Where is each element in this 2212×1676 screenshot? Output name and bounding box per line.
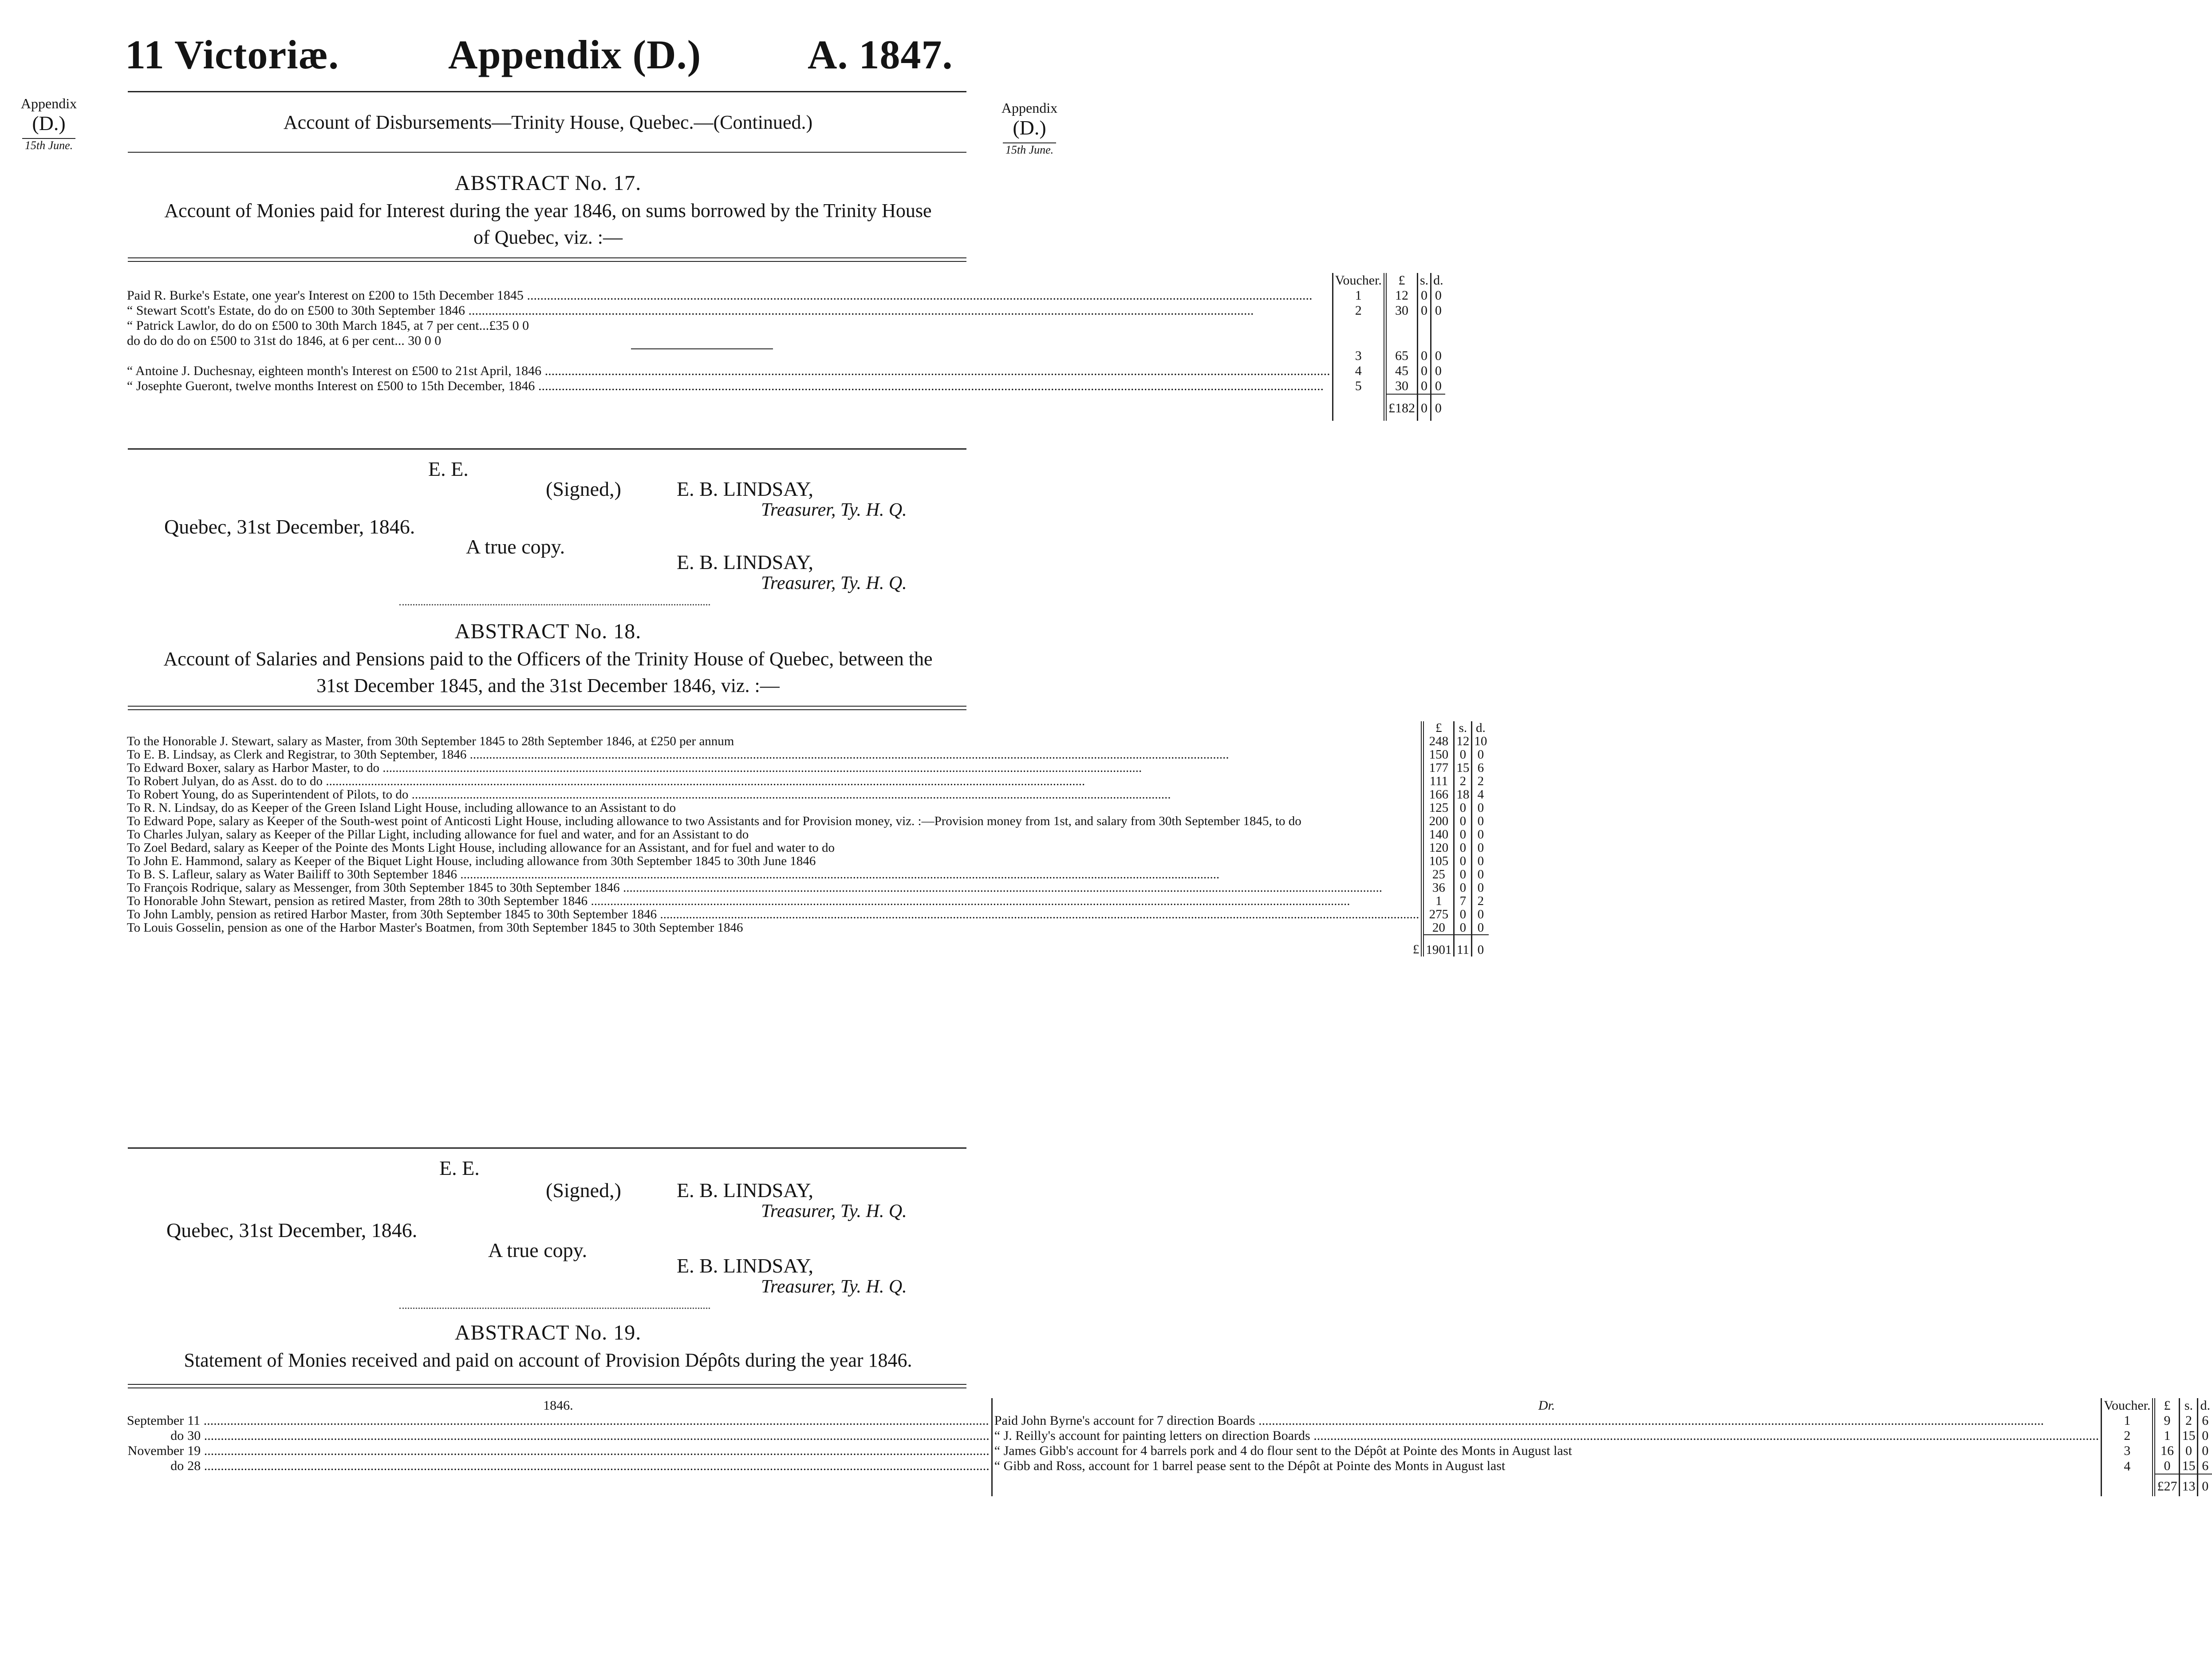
row-voucher (1333, 318, 1385, 333)
row-pounds: 30 (1385, 379, 1417, 394)
row-pounds: 20 (1423, 921, 1454, 935)
row-shillings: 2 (1454, 775, 1472, 788)
row-pence: 0 (1472, 814, 1489, 828)
abstract-19-top-rule (128, 1384, 966, 1388)
row-pence: 0 (2198, 1443, 2212, 1459)
abstract-17-top-rule (128, 257, 966, 262)
row-pounds: 120 (1423, 841, 1454, 854)
row-pence: 0 (1472, 921, 1489, 935)
row-shillings: 15 (2180, 1459, 2198, 1474)
row-pence: 4 (1472, 788, 1489, 801)
table-total-row (125, 935, 1489, 957)
header-pence: d. (1431, 273, 1445, 288)
total-shillings: 11 (1454, 935, 1472, 957)
abstract-17-table (125, 273, 1445, 421)
row-pounds: 30 (1385, 303, 1417, 318)
table-row (125, 841, 1489, 854)
row-shillings: 2 (2180, 1413, 2198, 1428)
total-shillings: 13 (2180, 1474, 2198, 1496)
header-appendix: Appendix (D.) (448, 32, 702, 77)
row-text: To Honorable John Stewart, pension as retired Master, from 28th to 30th September 1846 ..... (125, 894, 1423, 908)
header-year: 1846. (543, 1398, 573, 1413)
row-pence: 6 (2198, 1413, 2212, 1428)
row-day: 11 ..... (185, 1413, 992, 1428)
row-shillings: 0 (1454, 814, 1472, 828)
row-text: To B. S. Lafleur, salary as Water Bailiff to 30th September 1846 ..... (125, 868, 1423, 881)
margin-right-line1: Appendix (1001, 100, 1058, 116)
row-shillings: 12 (1454, 735, 1472, 748)
header-rule (128, 91, 966, 92)
row-month: September (127, 1413, 184, 1428)
sig17-role1: Treasurer, Ty. H. Q. (761, 500, 907, 520)
row-shillings: 0 (2180, 1443, 2198, 1459)
margin-left-line3: 15th June. (22, 138, 75, 152)
total-pence: 0 (1431, 394, 1445, 421)
total-pence: 0 (1472, 935, 1489, 957)
table-row (125, 775, 1489, 788)
margin-left-line2: (D.) (32, 111, 66, 134)
header-dr: Dr. (992, 1398, 2101, 1413)
row-shillings (1417, 333, 1431, 348)
sig18-name2: E. B. LINDSAY, (677, 1254, 814, 1277)
sig18-role2: Treasurer, Ty. H. Q. (761, 1277, 907, 1297)
row-pounds: 177 (1423, 761, 1454, 775)
row-shillings: 7 (1454, 894, 1472, 908)
table-row (125, 288, 1445, 303)
table-row (125, 814, 1489, 828)
row-pounds: 111 (1423, 775, 1454, 788)
row-voucher: 4 (2102, 1459, 2154, 1474)
row-pence: 0 (1472, 868, 1489, 881)
row-pounds: 12 (1385, 288, 1417, 303)
table-total-row (125, 1474, 2212, 1496)
row-text: “ Gibb and Ross, account for 1 barrel pease sent to the Dépôt at Pointe des Monts in August last (992, 1459, 2101, 1474)
abstract-19-description: Statement of Monies received and paid on account of Provision Dépôts during the year 1846. (184, 1349, 912, 1371)
total-currency: £ (1412, 942, 1419, 957)
sig17-name1: E. B. LINDSAY, (677, 478, 814, 500)
margin-label-left (9, 95, 89, 152)
abstract-18-table (125, 721, 1489, 957)
row-text: To Charles Julyan, salary as Keeper of the Pillar Light, including allowance for fuel and water, and for an Assistant to do (127, 827, 749, 842)
table-row (125, 303, 1445, 318)
row-pence: 0 (1472, 748, 1489, 761)
row-pence: 0 (1472, 828, 1489, 841)
row-pounds: 105 (1423, 854, 1454, 868)
table-row (125, 364, 1445, 379)
sig18-ee: E. E. (439, 1157, 480, 1179)
row-text: “ James Gibb's account for 4 barrels pork and 4 do flour sent to the Dépôt at Pointe des Monts in August last (992, 1443, 2101, 1459)
row-pounds: 0 (2154, 1459, 2180, 1474)
row-shillings: 0 (1454, 881, 1472, 894)
sig17-role2: Treasurer, Ty. H. Q. (761, 573, 907, 593)
row-text: Paid R. Burke's Estate, one year's Interest on £200 to 15th December 1845 ..... (125, 288, 1333, 303)
table-row (125, 1443, 2212, 1459)
row-pence: 6 (2198, 1459, 2212, 1474)
row-voucher: 3 (1333, 348, 1385, 364)
abstract-17-desc-line1: Account of Monies paid for Interest during the year 1846, on sums borrowed by the Trinity House (164, 200, 932, 221)
row-pounds: 1 (2154, 1428, 2180, 1443)
table-row (125, 1459, 2212, 1474)
row-month: do (170, 1428, 184, 1443)
row-shillings: 0 (1417, 364, 1431, 379)
row-shillings: 0 (1454, 921, 1472, 935)
row-pounds: 36 (1423, 881, 1454, 894)
row-shillings: 0 (1454, 908, 1472, 921)
abstract-18-title: ABSTRACT No. 18. (454, 620, 642, 643)
table-row (125, 379, 1445, 394)
table-row (125, 318, 1445, 333)
row-pence: 2 (1472, 894, 1489, 908)
row-voucher: 2 (1333, 303, 1385, 318)
abstract-19-title: ABSTRACT No. 19. (454, 1321, 642, 1344)
row-text: Paid John Byrne's account for 7 direction Boards ..... (992, 1413, 2101, 1428)
header-pounds: £ (1423, 721, 1454, 735)
total-shillings: 0 (1417, 394, 1431, 421)
table-row (125, 921, 1489, 935)
header-voucher: Voucher. (2102, 1398, 2154, 1413)
row-pounds: 140 (1423, 828, 1454, 841)
row-day: 19 ..... (185, 1443, 992, 1459)
total-pounds: 1901 (1423, 935, 1454, 957)
row-text: To Robert Young, do as Superintendent of Pilots, to do ..... (125, 788, 1423, 801)
row-pence: 10 (1472, 735, 1489, 748)
table-row (125, 735, 1489, 748)
sig17-place: Quebec, 31st December, 1846. (164, 515, 415, 538)
row-voucher (1333, 333, 1385, 348)
abstract-19-table (125, 1398, 2212, 1496)
row-shillings: 15 (1454, 761, 1472, 775)
row-pounds: 125 (1423, 801, 1454, 814)
header-pounds: £ (2154, 1398, 2180, 1413)
row-text: “ Stewart Scott's Estate, do do on £500 to 30th September 1846 ..... (125, 303, 1333, 318)
row-pounds: 150 (1423, 748, 1454, 761)
row-pounds (1385, 318, 1417, 333)
row-pence: 0 (1431, 348, 1445, 364)
abstract-18-desc-line1: Account of Salaries and Pensions paid to the Officers of the Trinity House of Quebec, between the (163, 648, 933, 670)
sig17-true-copy: A true copy. (466, 535, 565, 558)
row-voucher: 1 (1333, 288, 1385, 303)
row-pence: 0 (1472, 801, 1489, 814)
row-text: To Edward Pope, salary as Keeper of the South-west point of Anticosti Light House, including allowance to two Assistants and for Provision money, viz. :—Provision money from 1st, and salary from 30th September 1845, to do (127, 814, 1301, 828)
abstract-18-top-rule (128, 706, 966, 710)
total-pounds: £27 (2154, 1474, 2180, 1496)
header-shillings: s. (1454, 721, 1472, 735)
row-shillings: 0 (1454, 748, 1472, 761)
row-pence: 2 (1472, 775, 1489, 788)
sig18-place: Quebec, 31st December, 1846. (166, 1219, 418, 1241)
row-text: To the Honorable J. Stewart, salary as Master, from 30th September 1845 to 28th September 1846, at £250 per annum (127, 734, 734, 748)
margin-left-line1: Appendix (20, 95, 77, 111)
row-pounds: 25 (1423, 868, 1454, 881)
row-shillings: 0 (1454, 841, 1472, 854)
row-text: To John E. Hammond, salary as Keeper of the Biquet Light House, including allowance from 30th September 1845 to 30th June 1846 (127, 854, 816, 868)
row-pence: 0 (1431, 303, 1445, 318)
sig18-name1: E. B. LINDSAY, (677, 1179, 814, 1202)
row-pence: 0 (1431, 379, 1445, 394)
table-row (125, 881, 1489, 894)
row-pence: 0 (1472, 841, 1489, 854)
row-voucher: 2 (2102, 1428, 2154, 1443)
header-pence: d. (2198, 1398, 2212, 1413)
row-text: To Louis Gosselin, pension as one of the Harbor Master's Boatmen, from 30th September 1845 to 30th September 1846 (127, 921, 743, 935)
table-header-row (125, 273, 1445, 288)
row-voucher: 1 (2102, 1413, 2154, 1428)
row-shillings: 15 (2180, 1428, 2198, 1443)
margin-right-line2: (D.) (1013, 116, 1046, 139)
section-divider (399, 1305, 710, 1309)
row-pence: 0 (1472, 908, 1489, 921)
table-row (125, 761, 1489, 775)
abstract-17-title: ABSTRACT No. 17. (454, 171, 642, 195)
row-text: To R. N. Lindsay, do as Keeper of the Green Island Light House, including allowance to an Assistant to do (127, 801, 676, 815)
row-shillings (1417, 318, 1431, 333)
row-pence: 6 (1472, 761, 1489, 775)
table-row (125, 894, 1489, 908)
table-row (125, 828, 1489, 841)
row-pounds: 65 (1385, 348, 1417, 364)
row-pounds: 45 (1385, 364, 1417, 379)
row-month: November (127, 1443, 184, 1458)
row-text: To Robert Julyan, do as Asst. do to do ..... (125, 775, 1423, 788)
row-shillings: 18 (1454, 788, 1472, 801)
row-day: 28 ..... (185, 1459, 992, 1474)
header-year: A. 1847. (808, 32, 953, 77)
table-row (125, 1413, 2212, 1428)
row-text: To Edward Boxer, salary as Harbor Master, to do ..... (125, 761, 1423, 775)
row-pence: 0 (2198, 1428, 2212, 1443)
row-text: To François Rodrique, salary as Messenger, from 30th September 1845 to 30th September 1846 ..... (125, 881, 1423, 894)
row-text: “ Antoine J. Duchesnay, eighteen month's Interest on £500 to 21st April, 1846 ..... (125, 364, 1333, 379)
row-pounds: 200 (1423, 814, 1454, 828)
table-row (125, 908, 1489, 921)
row-shillings: 0 (1417, 288, 1431, 303)
abstract-18-bottom-rule (128, 1147, 966, 1149)
subtitle-rule (128, 152, 966, 153)
section-divider (399, 601, 710, 605)
row-pounds: 275 (1423, 908, 1454, 921)
sig18-signed: (Signed,) (546, 1179, 621, 1202)
abstract-18-desc-line2: 31st December 1845, and the 31st December 1846, viz. :— (316, 675, 780, 696)
row-text: To John Lambly, pension as retired Harbor Master, from 30th September 1845 to 30th September 1846 ..... (125, 908, 1423, 921)
row-text: do do do do on £500 to 31st do 1846, at 6 per cent... 30 0 0 (127, 333, 442, 348)
row-pence (1431, 333, 1445, 348)
total-pence: 0 (2198, 1474, 2212, 1496)
row-voucher: 4 (1333, 364, 1385, 379)
header-pounds: £ (1385, 273, 1417, 288)
row-pence (1431, 318, 1445, 333)
row-voucher: 5 (1333, 379, 1385, 394)
row-voucher: 3 (2102, 1443, 2154, 1459)
table-row (125, 748, 1489, 761)
page-subtitle: Account of Disbursements—Trinity House, Quebec.—(Continued.) (283, 111, 813, 133)
row-shillings: 0 (1454, 828, 1472, 841)
sig17-ee: E. E. (428, 458, 469, 480)
table-row (125, 868, 1489, 881)
header-voucher: Voucher. (1333, 273, 1385, 288)
row-pence: 0 (1472, 881, 1489, 894)
row-text: To Zoel Bedard, salary as Keeper of the Pointe des Monts Light House, including allowance for an Assistant, and for fuel and water to do (127, 841, 835, 855)
abstract-17-description (120, 198, 976, 251)
table-row (125, 854, 1489, 868)
row-text: To E. B. Lindsay, as Clerk and Registrar, to 30th September, 1846 ..... (125, 748, 1423, 761)
row-month: do (170, 1459, 184, 1473)
row-shillings: 0 (1454, 854, 1472, 868)
row-pounds: 9 (2154, 1413, 2180, 1428)
table-row (125, 788, 1489, 801)
row-shillings: 0 (1417, 348, 1431, 364)
row-pence: 0 (1431, 288, 1445, 303)
row-pounds: 166 (1423, 788, 1454, 801)
header-shillings: s. (1417, 273, 1431, 288)
row-text: “ Josephte Gueront, twelve months Interest on £500 to 15th December, 1846 ..... (125, 379, 1333, 394)
row-day: 30 ..... (185, 1428, 992, 1443)
abstract-18-description (120, 646, 976, 699)
row-shillings: 0 (1417, 379, 1431, 394)
header-pence: d. (1472, 721, 1489, 735)
row-text: “ Patrick Lawlor, do do on £500 to 30th March 1845, at 7 per cent...£35 0 0 (127, 318, 529, 333)
table-header-row (125, 721, 1489, 735)
sig18-true-copy: A true copy. (488, 1239, 588, 1261)
table-header-row (125, 1398, 2212, 1413)
table-row (125, 333, 1445, 348)
row-pounds: 248 (1423, 735, 1454, 748)
header-regnal-year: 11 Victoriæ. (125, 32, 339, 77)
header-shillings: s. (2180, 1398, 2198, 1413)
row-pounds: 1 (1423, 894, 1454, 908)
row-shillings: 0 (1454, 801, 1472, 814)
row-shillings: 0 (1417, 303, 1431, 318)
row-pence: 0 (1472, 854, 1489, 868)
margin-label-right (990, 100, 1069, 157)
sig17-signed: (Signed,) (546, 478, 621, 500)
abstract-17-desc-line2: of Quebec, viz. :— (473, 226, 623, 248)
margin-right-line3: 15th June. (1003, 142, 1056, 157)
row-text: “ J. Reilly's account for painting letters on direction Boards ..... (992, 1428, 2101, 1443)
row-pounds: 16 (2154, 1443, 2180, 1459)
row-shillings: 0 (1454, 868, 1472, 881)
sig17-name2: E. B. LINDSAY, (677, 551, 814, 573)
sig18-role1: Treasurer, Ty. H. Q. (761, 1201, 907, 1221)
row-pence: 0 (1431, 364, 1445, 379)
table-row (125, 801, 1489, 814)
abstract-17-bottom-rule (128, 448, 966, 450)
row-pounds (1385, 333, 1417, 348)
table-total-row (125, 394, 1445, 421)
table-row (125, 1428, 2212, 1443)
total-pounds: £182 (1385, 394, 1417, 421)
table-row (125, 348, 1445, 364)
